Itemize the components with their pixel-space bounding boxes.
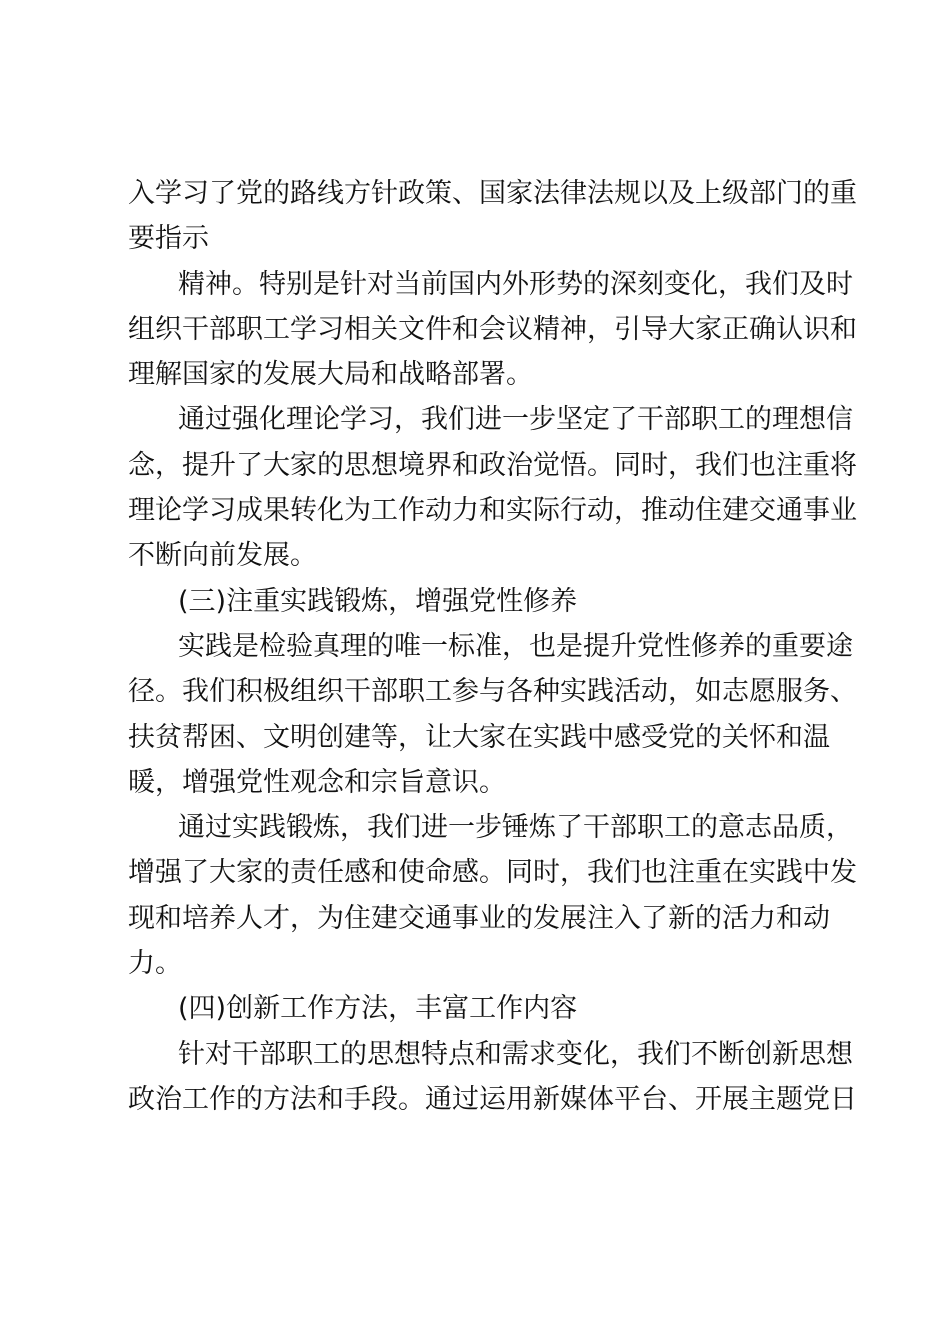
text-line: 精神。特别是针对当前国内外形势的深刻变化，我们及时 [178,268,853,300]
text-line: 径。我们积极组织干部职工参与各种实践活动，如志愿服务、 [128,676,857,708]
text-line: 暖，增强党性观念和宗旨意识。 [128,766,506,798]
text-line: 现和培养人才，为住建交通事业的发展注入了新的活力和动 [128,902,830,934]
section-heading: (三)注重实践锻炼，增强党性修养 [178,585,578,617]
text-line: 不断向前发展。 [128,540,317,572]
text-line: 要指示 [128,223,209,255]
text-line: 念，提升了大家的思想境界和政治觉悟。同时，我们也注重将 [128,449,857,481]
text-line: 通过强化理论学习，我们进一步坚定了干部职工的理想信 [178,404,853,436]
text-line: 理论学习成果转化为工作动力和实际行动，推动住建交通事业 [128,495,857,527]
text-line: 实践是检验真理的唯一标准，也是提升党性修养的重要途 [178,630,853,662]
text-line: 入学习了党的路线方针政策、国家法律法规以及上级部门的重 [128,178,857,209]
text-line: 通过实践锻炼，我们进一步锤炼了干部职工的意志品质， [178,812,853,844]
text-line: 政治工作的方法和手段。通过运用新媒体平台、开展主题党日 [128,1083,857,1115]
section-heading: (四)创新工作方法，丰富工作内容 [178,993,578,1025]
text-line: 针对干部职工的思想特点和需求变化，我们不断创新思想 [178,1038,853,1070]
text-line: 理解国家的发展大局和战略部署。 [128,359,533,391]
document-body [128,171,857,1122]
text-line: 力。 [128,948,182,980]
text-line: 扶贫帮困、文明创建等，让大家在实践中感受党的关怀和温 [128,721,830,753]
text-line: 组织干部职工学习相关文件和会议精神，引导大家正确认识和 [128,313,857,345]
text-line: 增强了大家的责任感和使命感。同时，我们也注重在实践中发 [128,857,857,889]
